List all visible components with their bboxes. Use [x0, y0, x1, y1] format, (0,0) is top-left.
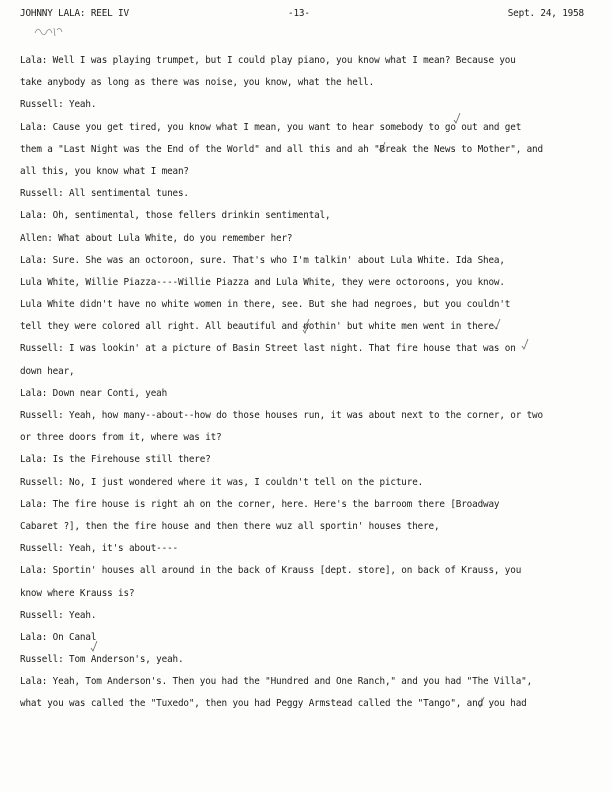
transcript-line: Lala: Well I was playing trumpet, but I could play piano, you know what I mean? Because you — [20, 55, 516, 66]
transcript-line: all this, you know what I mean? — [20, 165, 189, 177]
transcript-line: take anybody as long as there was noise, you know, what the hell. — [20, 77, 375, 89]
transcript-line: Lula White, Willie Piazza----Willie Piazza and Lula White, they were octoroons, you know. — [20, 276, 505, 288]
transcript-line: Lala: Cause you get tired, you know what I mean, you want to hear somebody to go out and get — [20, 121, 522, 133]
transcript-line: or three doors from it, where was it? — [20, 432, 222, 444]
transcript-line: Lala: Yeah, Tom Anderson's. Then you had the "Hundred and One Ranch," and you had "The Villa", — [20, 676, 533, 688]
check-mark-icon — [378, 141, 386, 153]
transcript-line: down hear, — [20, 365, 75, 377]
transcript-line: Lala: The fire house is right ah on the corner, here. Here's the barroom there [Broadway — [20, 498, 500, 510]
transcript-line: Cabaret ?], then the fire house and then there wuz all sportin' houses there, — [20, 520, 440, 532]
transcript-line: Russell: Yeah, it's about---- — [20, 543, 178, 555]
transcript-line: Russell: I was lookin' at a picture of Basin Street last night. That fire house that was on — [20, 343, 516, 355]
transcript-line: Russell: All sentimental tunes. — [20, 188, 189, 200]
page-header — [20, 8, 592, 22]
transcript-body — [20, 50, 580, 716]
transcript-line: Lala: Is the Firehouse still there? — [20, 454, 211, 466]
transcript-line: Lala: On Canal — [20, 631, 97, 643]
transcript-line: tell they were colored all right. All beautiful and nothin' but white men went in there. — [20, 321, 500, 333]
transcript-line: Lula White didn't have no white women in there, see. But she had negroes, but you couldn't — [20, 299, 511, 311]
check-mark-icon — [453, 112, 461, 124]
transcript-line: Russell: Yeah. — [20, 99, 97, 111]
handwritten-scribble — [34, 24, 64, 38]
transcript-line: Lala: Oh, sentimental, those fellers drinkin sentimental, — [20, 210, 331, 222]
transcript-line: what you was called the "Tuxedo", then you had Peggy Armstead called the "Tango", and you had — [20, 698, 527, 710]
transcript-line: Allen: What about Lula White, do you remember her? — [20, 232, 293, 244]
transcript-line: know where Krauss is? — [20, 587, 135, 599]
transcript-line: Lala: Sure. She was an octoroon, sure. That's who I'm talkin' about Lula White. Ida Shea, — [20, 254, 505, 266]
transcript-line: Russell: Yeah. — [20, 609, 97, 621]
transcript-line: Lala: Down near Conti, yeah — [20, 387, 168, 399]
transcript-line: Russell: No, I just wondered where it was, I couldn't tell on the picture. — [20, 476, 424, 488]
page-number: -13- — [288, 8, 310, 19]
check-mark-icon — [90, 640, 98, 652]
check-mark-icon — [477, 696, 485, 708]
check-mark-icon — [521, 338, 529, 350]
reel-title: JOHNNY LALA: REEL IV — [20, 8, 129, 19]
check-mark-icon — [302, 322, 310, 334]
session-date: Sept. 24, 1958 — [507, 8, 584, 19]
transcript-line: Lala: Sportin' houses all around in the back of Krauss [dept. store], on back of Krauss, you — [20, 565, 522, 577]
transcript-line: Russell: Yeah, how many--about--how do those houses run, it was about next to the corner, or two — [20, 410, 543, 421]
transcript-line: Russell: Tom Anderson's, yeah. — [20, 654, 184, 666]
transcript-line: them a "Last Night was the End of the World" and all this and ah "Break the News to Mother", and — [20, 143, 543, 155]
check-mark-icon — [493, 318, 501, 330]
